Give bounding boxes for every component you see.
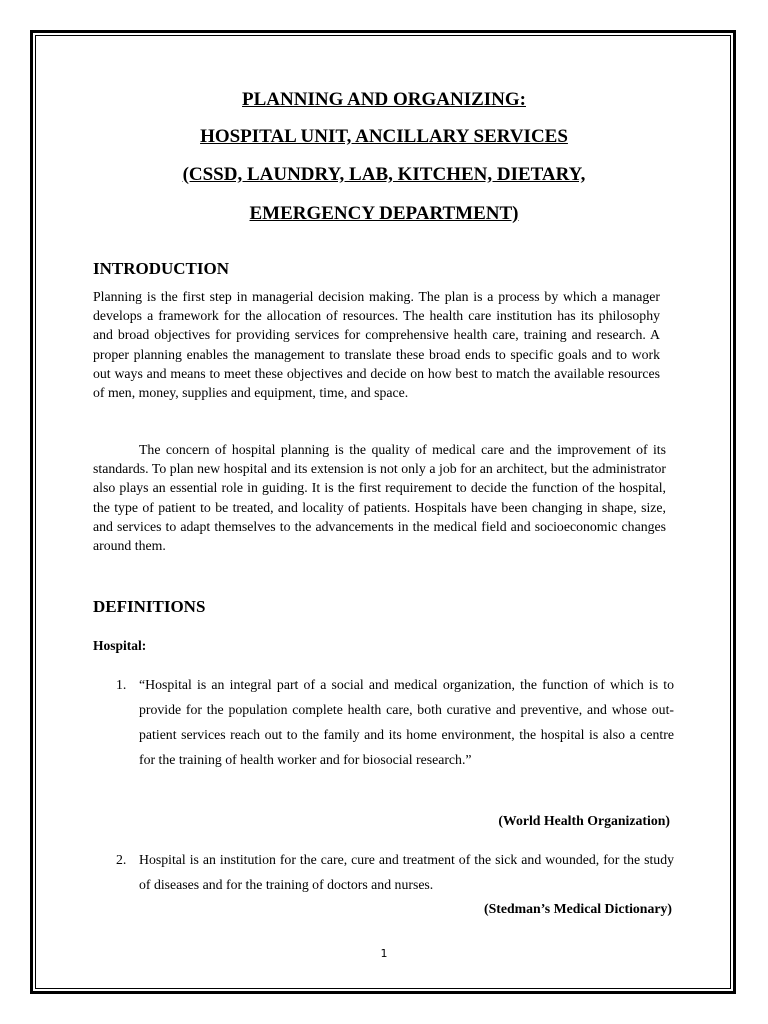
definition-text-2: Hospital is an institution for the care, cure and treatment of the sick and wounded, for the study of diseases and for the training of doctors and nurses. [139,852,674,892]
title-line-4: EMERGENCY DEPARTMENT) [249,203,519,224]
title-line-3: (CSSD, LAUNDRY, LAB, KITCHEN, DIETARY, [182,164,586,185]
introduction-paragraph-1: Planning is the first step in managerial decision making. The plan is a process by which a manager develops a framework for the allocation of resources. The health care institution has its philosophy and broad objectives for providing services for comprehensive health care, training and research. A proper planning enables the management to translate these broad ends to specific goals and to work out ways and means to meet these objectives and decide on how best to match the available resources of men, money, supplies and equipment, time, and space. [93,289,660,401]
definition-source-1: (World Health Organization) [498,813,670,828]
introduction-paragraph-2: The concern of hospital planning is the quality of medical care and the improvement of its standards. To plan new hospital and its extension is not only a job for an architect, but the administrator also plays an essential role in guiding. It is the first requirement to decide the function of the hospital, the type of patient to be treated, and locality of patients. Hospitals have been changing in shape, size, and services to adapt themselves to the advancements in the medical field and socioeconomic changes around them. [93,442,666,554]
title-line-2: HOSPITAL UNIT, ANCILLARY SERVICES [200,126,568,147]
introduction-heading: INTRODUCTION [93,259,230,278]
hospital-subheading: Hospital: [93,638,147,653]
definition-source-2: (Stedman’s Medical Dictionary) [483,901,672,916]
page-number: 1 [380,947,388,960]
definitions-heading: DEFINITIONS [93,597,206,616]
title-line-1: PLANNING AND ORGANIZING: [242,89,526,110]
definition-text-1: “Hospital is an integral part of a social and medical organization, the function of which is to provide for the population complete health care, both curative and preventive, and whose out-patient services reach out to the family and its home environment, the hospital is also a centre for the training of health worker and for biosocial research.” [139,677,674,767]
definition-number-1: 1. [116,677,127,692]
definition-number-2: 2. [116,852,127,867]
